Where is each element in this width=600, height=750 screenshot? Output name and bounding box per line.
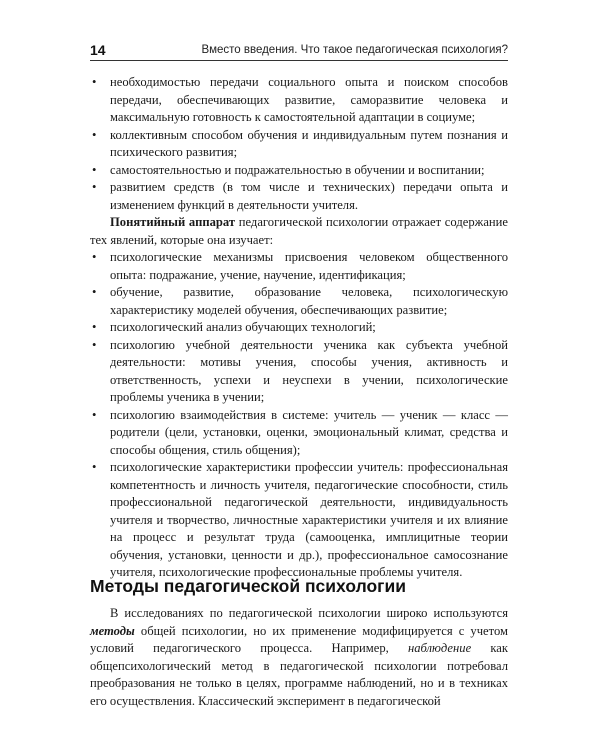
concept-apparatus-term: Понятийный аппарат — [110, 215, 236, 229]
bullet-list-2 — [90, 249, 508, 582]
term-methods: методы — [90, 623, 135, 638]
running-title: Вместо введения. Что такое педагогическая психология? — [201, 44, 508, 56]
bullet-list-1 — [90, 74, 508, 214]
bullet-icon: • — [92, 407, 97, 422]
concept-apparatus-paragraph: Понятийный аппарат педагогической психологии отражает содержание тех явлений, которые она изучает: — [90, 215, 508, 247]
methods-paragraph: В исследованиях по педагогической психологии широко используются методы общей психологии, но их применение модифицируется с учетом условий педагогического процесса. Например, наблюдение как общепсихологический метод в педагогической психологии потребовал преобразования не только в целях, программе наблюдений, но и в техниках его осуществления. Классический эксперимент в педагогической — [90, 606, 508, 708]
list-item: • психологические механизмы присвоения человеком общественного опыта: подражание, учение, научение, идентификация; — [92, 250, 508, 282]
bullet-icon: • — [92, 250, 97, 264]
bullet-icon: • — [92, 320, 97, 334]
bullet-icon: • — [92, 127, 97, 142]
bullet-icon: • — [92, 162, 97, 177]
bullet-icon: • — [92, 460, 97, 474]
list-item: • психологию учебной деятельности ученика как субъекта учебной деятельности: мотивы учения, способы учения, активность и ответственность, успехи и неуспехи в учении, психологические проблемы ученика в учении; — [92, 337, 508, 404]
term-observation: наблюдение — [407, 641, 472, 655]
list-item: • коллективным способом обучения и индивидуальным путем познания и психического развития; — [92, 127, 508, 159]
bullet-icon: • — [92, 75, 97, 89]
header-rule — [90, 60, 508, 61]
main-text — [90, 74, 508, 582]
list-item: • необходимостью передачи социального опыта и поиском способов передачи, обеспечивающих развитие, саморазвитие человека и максимальную готовность к самостоятельной адаптации в социуме; — [92, 75, 508, 124]
list-item: • психологию взаимодействия в системе: учитель — ученик — класс — родители (цели, установки, оценки, эмоциональный климат, средства и способы общения, стиль общения); — [92, 407, 508, 457]
bullet-icon: • — [92, 180, 97, 194]
list-item: • самостоятельностью и подражательностью в обучении и воспитании; — [90, 162, 508, 180]
section-text — [90, 605, 508, 710]
page-number: 14 — [90, 42, 106, 58]
bullet-icon: • — [92, 285, 97, 299]
list-item: • обучение, развитие, образование человека, психологическую характеристику моделей обучения, обеспечивающих развитие; — [92, 285, 508, 317]
section-heading: Методы педагогической психологии — [90, 576, 406, 596]
page-header — [90, 40, 508, 62]
list-item: • психологический анализ обучающих технологий; — [90, 319, 508, 337]
bullet-icon: • — [92, 337, 97, 352]
list-item: • развитием средств (в том числе и технических) передачи опыта и изменением функций в деятельности учителя. — [92, 180, 508, 212]
list-item: • психологические характеристики профессии учитель: профессиональная компетентность и личность учителя, педагогические способности, стиль профессиональной педагогической деятельности, индивидуальность учителя и творчество, личностные характеристики учителя и их влияние на процесс и результат труда (самооценка, имплицитные теории обучения, установки, ценности и др.), профессиональное самосознание учителя, психологические профессиональные проблемы учителя. — [92, 460, 508, 579]
